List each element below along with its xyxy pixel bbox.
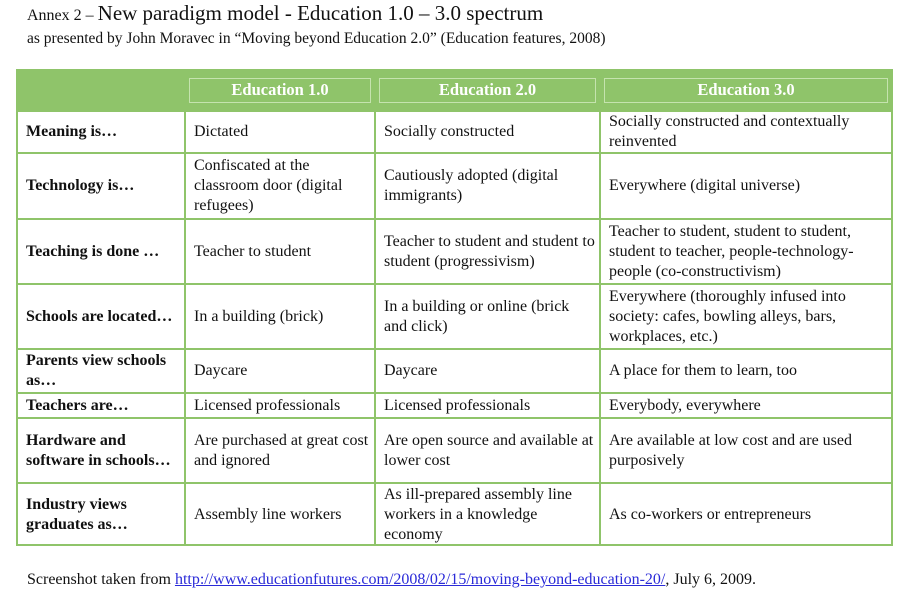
- table-cell: Confiscated at the classroom door (digital refugees): [185, 153, 375, 219]
- table-row: [18, 393, 891, 418]
- table-cell: Everywhere (digital universe): [600, 153, 891, 219]
- row-label: Schools are located…: [18, 284, 185, 349]
- row-label: Technology is…: [18, 153, 185, 219]
- source-link[interactable]: http://www.educationfutures.com/2008/02/15/moving-beyond-education-20/: [174, 571, 666, 588]
- spectrum-table-container: [16, 69, 893, 546]
- table-cell: Licensed professionals: [375, 393, 600, 418]
- table-cell: Teacher to student, student to student, student to teacher, people-technology-people (co-constructivism): [600, 219, 891, 284]
- table-cell: As co-workers or entrepreneurs: [600, 483, 891, 546]
- table-cell: In a building or online (brick and click): [375, 284, 600, 349]
- table-row: [18, 153, 891, 219]
- annex-title: [27, 2, 606, 27]
- table-cell: Cautiously adopted (digital immigrants): [375, 153, 600, 219]
- column-header-education-1: Education 1.0: [189, 78, 371, 103]
- table-cell: Everybody, everywhere: [600, 393, 891, 418]
- table-cell: Assembly line workers: [185, 483, 375, 546]
- table-cell: Are available at low cost and are used purposively: [600, 418, 891, 483]
- annex-label: Annex 2 –: [27, 7, 98, 24]
- table-row: [18, 111, 891, 153]
- row-label: Parents view schools as…: [18, 349, 185, 393]
- table-row: [18, 483, 891, 546]
- table-cell: Licensed professionals: [185, 393, 375, 418]
- column-header-education-2: Education 2.0: [379, 78, 596, 103]
- footnote-prefix: Screenshot taken from: [27, 571, 175, 588]
- header-cell: [600, 71, 891, 111]
- column-header-education-3: Education 3.0: [604, 78, 888, 103]
- table-cell: A place for them to learn, too: [600, 349, 891, 393]
- table-cell: Teacher to student: [185, 219, 375, 284]
- header-cell: [185, 71, 375, 111]
- footnote-suffix: , July 6, 2009.: [665, 571, 757, 588]
- row-label: Teaching is done …: [18, 219, 185, 284]
- table-row: [18, 284, 891, 349]
- table-cell: Are purchased at great cost and ignored: [185, 418, 375, 483]
- table-header-row: [18, 71, 891, 111]
- table-cell: Daycare: [375, 349, 600, 393]
- annex-subtitle: as presented by John Moravec in “Moving beyond Education 2.0” (Education features, 2008): [27, 30, 606, 47]
- row-label: Hardware and software in schools…: [18, 418, 185, 483]
- table-cell: In a building (brick): [185, 284, 375, 349]
- table-cell: Socially constructed and contextually reinvented: [600, 111, 891, 153]
- header-cell: [375, 71, 600, 111]
- row-label: Meaning is…: [18, 111, 185, 153]
- source-footnote: [27, 571, 756, 589]
- table-cell: Everywhere (thoroughly infused into society: cafes, bowling alleys, bars, workplaces, etc.): [600, 284, 891, 349]
- table-cell: Are open source and available at lower cost: [375, 418, 600, 483]
- table-cell: Dictated: [185, 111, 375, 153]
- table-cell: Teacher to student and student to student (progressivism): [375, 219, 600, 284]
- annex-heading: [27, 2, 606, 49]
- annex-title-text: New paradigm model - Education 1.0 – 3.0 spectrum: [97, 1, 544, 25]
- spectrum-table: [18, 71, 891, 546]
- table-row: [18, 219, 891, 284]
- table-cell: Socially constructed: [375, 111, 600, 153]
- row-label: Teachers are…: [18, 393, 185, 418]
- header-empty-cell: [18, 71, 185, 111]
- table-row: [18, 349, 891, 393]
- table-cell: As ill-prepared assembly line workers in a knowledge economy: [375, 483, 600, 546]
- table-cell: Daycare: [185, 349, 375, 393]
- row-label: Industry views graduates as…: [18, 483, 185, 546]
- table-row: [18, 418, 891, 483]
